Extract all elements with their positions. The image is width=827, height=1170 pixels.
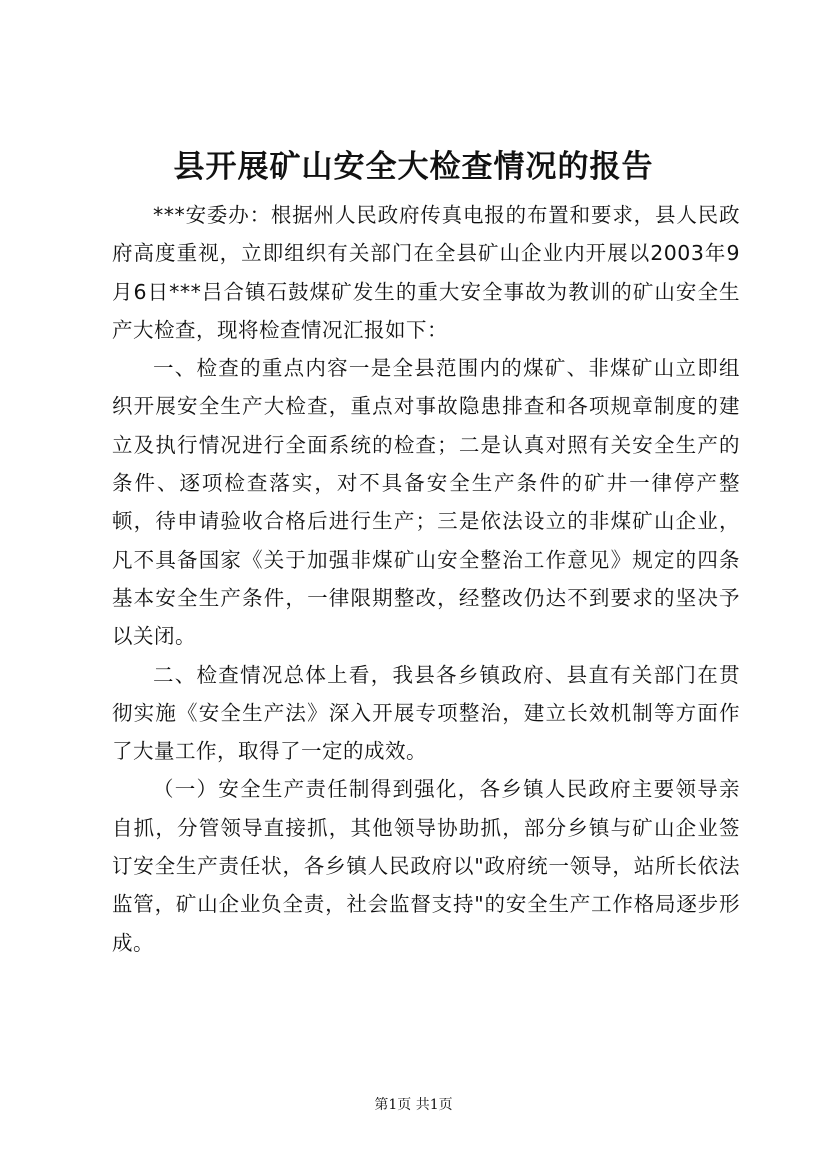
paragraph-section-1: 一、检查的重点内容一是全县范围内的煤矿、非煤矿山立即组织开展安全生产大检查，重点对事故隐患排查和各项规章制度的建立及执行情况进行全面系统的检查；二是认真对照有关安全生产的条件、逐项检查落实，对不具备安全生产条件的矿井一律停产整顿，待申请验收合格后进行生产；三是依法设立的非煤矿山企业，凡不具备国家《关于加强非煤矿山安全整治工作意见》规定的四条基本安全生产条件，一律限期整改，经整改仍达不到要求的坚决予以关闭。 [112,356,740,649]
page-number-footer: 第1页 共1页 [374,1097,453,1113]
paragraph-section-2: 二、检查情况总体上看，我县各乡镇政府、县直有关部门在贯彻实施《安全生产法》深入开展专项整治，建立长效机制等方面作了大量工作，取得了一定的成效。 [112,662,740,764]
document-body [112,196,740,962]
document-title: 县开展矿山安全大检查情况的报告 [173,149,654,185]
paragraph-intro: ***安委办：根据州人民政府传真电报的布置和要求，县人民政府高度重视，立即组织有关部门在全县矿山企业内开展以2003年9月6日***吕合镇石鼓煤矿发生的重大安全事故为教训的矿山安全生产大检查，现将检查情况汇报如下： [112,203,740,342]
paragraph-subsection-1: （一）安全生产责任制得到强化，各乡镇人民政府主要领导亲自抓，分管领导直接抓，其他领导协助抓，部分乡镇与矿山企业签订安全生产责任状，各乡镇人民政府以"政府统一领导，站所长依法监管，矿山企业负全责，社会监督支持"的安全生产工作格局逐步形成。 [112,777,740,955]
